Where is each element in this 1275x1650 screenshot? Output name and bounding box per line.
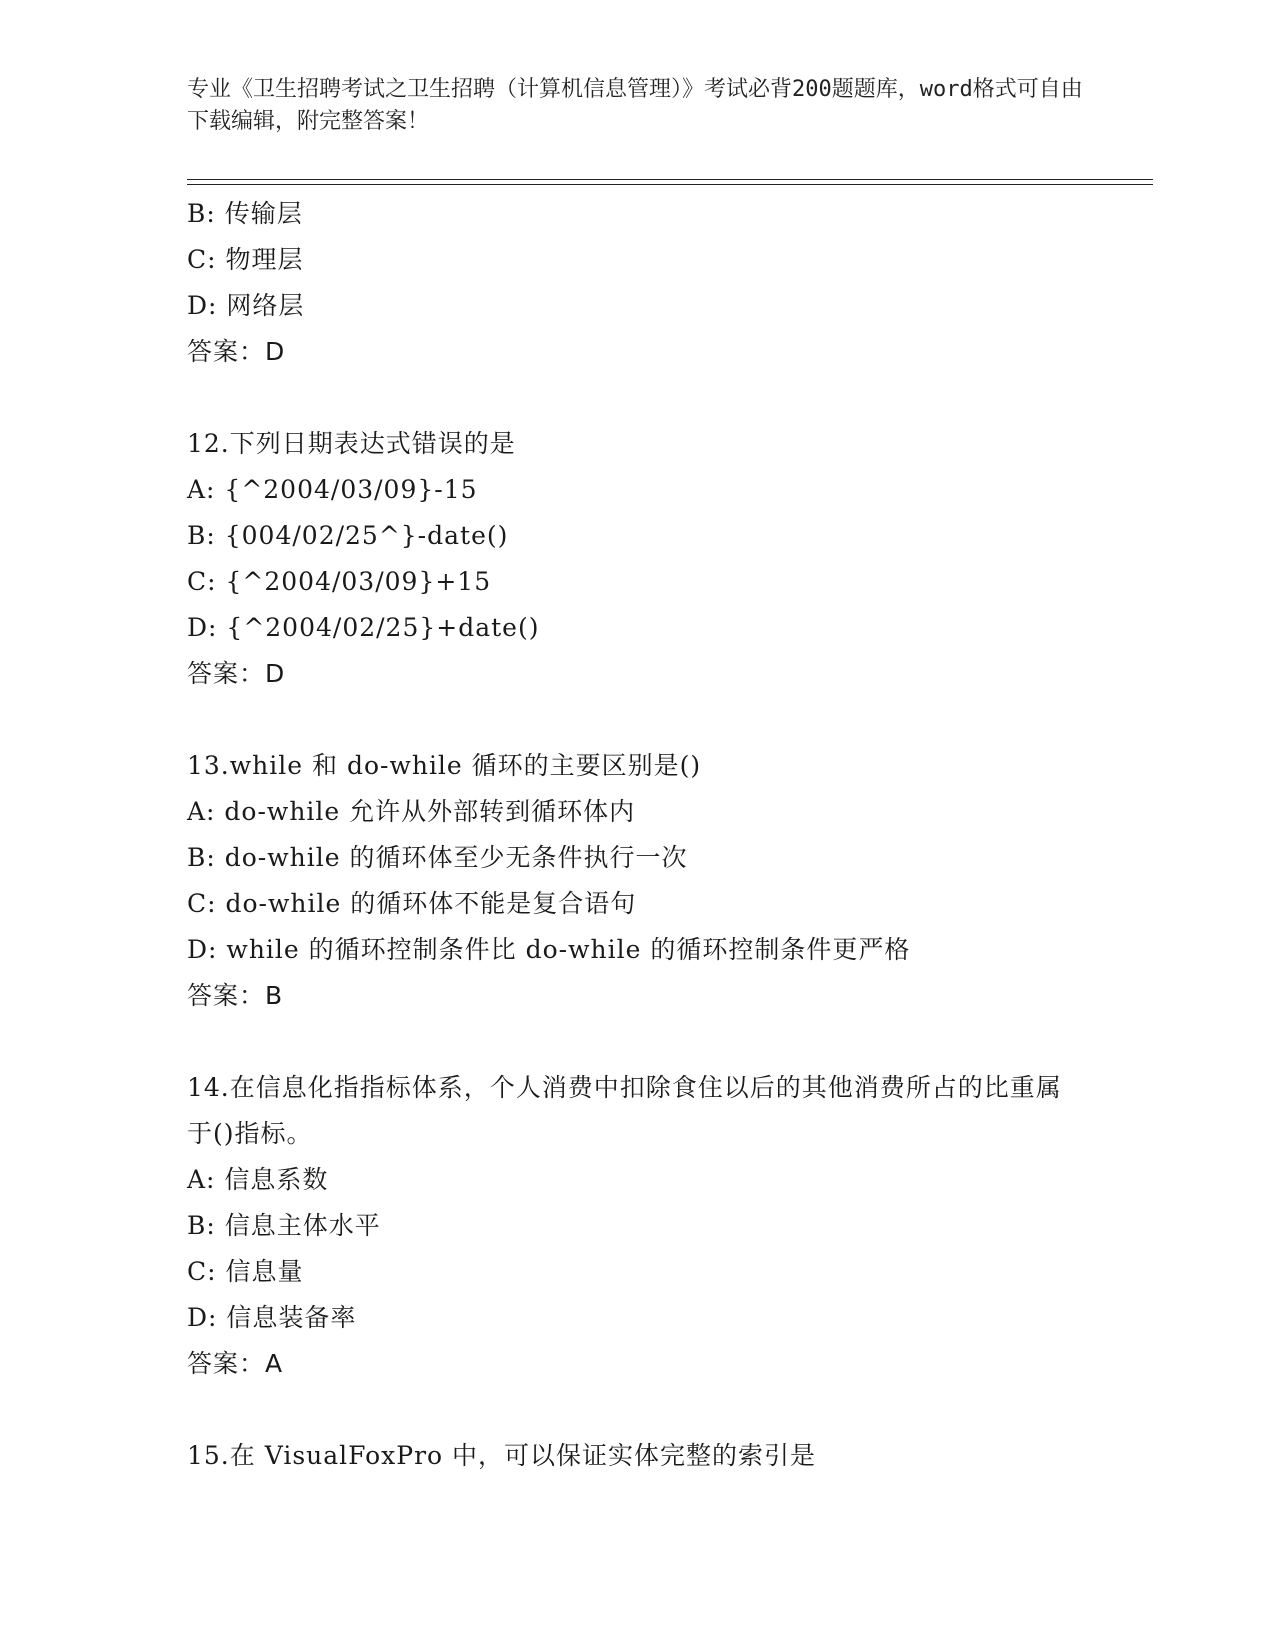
answer: 答案：D [187,337,286,366]
question-list [187,191,1147,1479]
header-rule-bottom [187,184,1153,185]
document-header: 专业《卫生招聘考试之卫生招聘（计算机信息管理）》考试必背200题题库，word格式可自由下载编辑，附完整答案！ [187,77,1083,134]
option-a: A: do-while 允许从外部转到循环体内 [187,797,636,826]
option-b: B: 传输层 [187,199,303,228]
option-c: C: do-while 的循环体不能是复合语句 [187,889,637,918]
option-d: D: while 的循环控制条件比 do-while 的循环控制条件更严格 [187,935,911,964]
option-c: C: 信息量 [187,1257,304,1286]
option-d: D: 信息装备率 [187,1303,357,1332]
option-c: C: {^2004/03/09}+15 [187,567,492,596]
option-b: B: do-while 的循环体至少无条件执行一次 [187,843,688,872]
question-stem: 15.在 VisualFoxPro 中，可以保证实体完整的索引是 [187,1441,817,1470]
option-b: B: 信息主体水平 [187,1211,381,1240]
option-a: A: 信息系数 [187,1165,329,1194]
question-stem: 14.在信息化指指标体系，个人消费中扣除食住以后的其他消费所占的比重属于()指标。 [187,1073,1062,1148]
option-a: A: {^2004/03/09}-15 [187,475,478,504]
answer: 答案：A [187,1349,284,1378]
answer: 答案：B [187,981,284,1010]
question-stem: 13.while 和 do-while 循环的主要区别是() [187,751,702,780]
header-rule-top [187,179,1153,180]
question-stem: 12.下列日期表达式错误的是 [187,429,516,458]
answer: 答案：D [187,659,286,688]
option-d: D: {^2004/02/25}+date() [187,613,540,642]
option-c: C: 物理层 [187,245,304,274]
option-b: B: {004/02/25^}-date() [187,521,509,550]
option-d: D: 网络层 [187,291,305,320]
